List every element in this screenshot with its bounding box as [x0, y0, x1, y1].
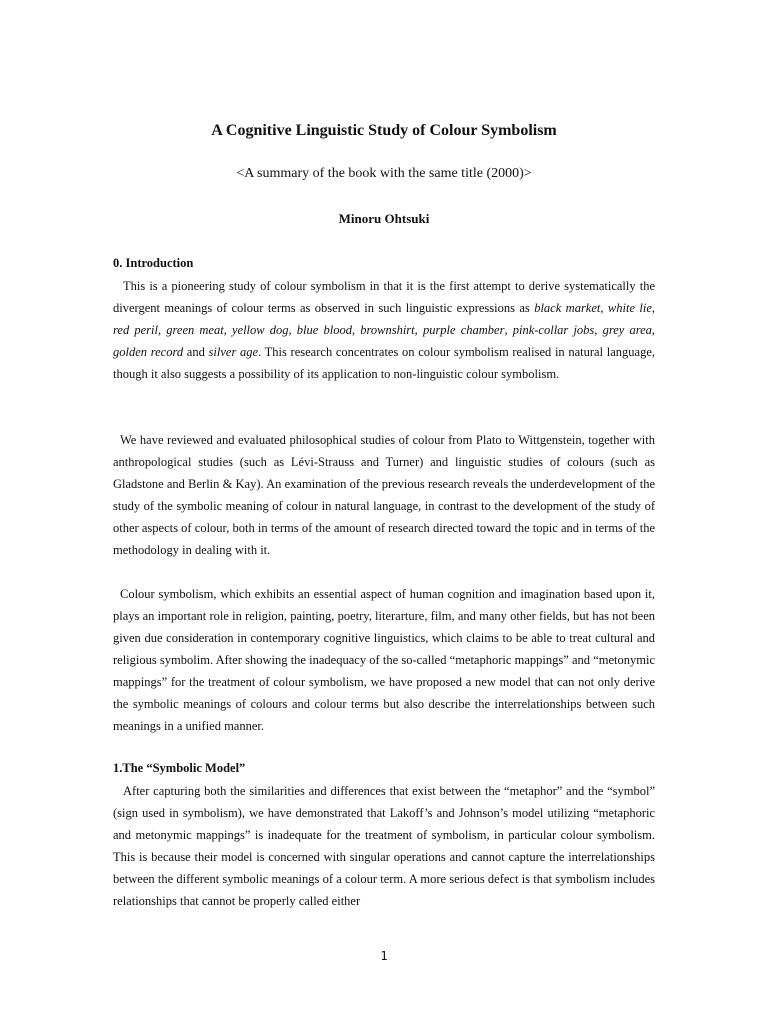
term-separator: , [651, 301, 656, 315]
intro-p1-tail: . This research concentrates on colour symbolism realised in natural language, though it also suggests a possibility of its application to non-linguistic colour symbolism. [113, 345, 655, 381]
term-separator: , [223, 323, 232, 337]
term-separator: , [504, 323, 513, 337]
section-heading-introduction: 0. Introduction [113, 256, 194, 270]
term-separator: , [288, 323, 297, 337]
term-separator: , [600, 301, 608, 315]
term-separator: , [157, 323, 167, 337]
term-separator: , [351, 323, 361, 337]
colour-term: pink-collar jobs [512, 323, 595, 337]
colour-term: red peril [113, 323, 158, 337]
colour-term: grey area [602, 323, 652, 337]
colour-term: blue blood [296, 323, 352, 337]
intro-p1-lead: This is a pioneering study of colour symbolism in that it is the first attempt to derive systematically the divergent meanings of colour terms as observed in such linguistic expressions as [113, 279, 655, 315]
page-number: 1 [380, 949, 388, 963]
colour-term: golden record [113, 345, 184, 359]
term-separator: , [651, 323, 656, 337]
term-separator: , [594, 323, 603, 337]
colour-term: brownshirt [360, 323, 415, 337]
colour-term: green meat [166, 323, 224, 337]
document-title: A Cognitive Linguistic Study of Colour Symbolism [211, 122, 557, 139]
intro-paragraph-2: We have reviewed and evaluated philosophical studies of colour from Plato to Wittgenstein, together with anthropological studies (such as Lévi-Strauss and Turner) and linguistic studies of colours (such as Gladstone and Berlin & Kay). An examination of the previous research reveals the underdevelopment of the study of the symbolic meaning of colour in natural language, in contrast to the development of the study of other aspects of colour, both in terms of the amount of research directed toward the topic and in terms of the methodology in dealing with it. [113, 433, 655, 557]
author-name: Minoru Ohtsuki [338, 211, 430, 226]
colour-term: silver age [208, 345, 259, 359]
term-separator: , [414, 323, 423, 337]
colour-term: yellow dog [231, 323, 289, 337]
symbolic-model-paragraph-1: After capturing both the similarities and differences that exist between the “metaphor” and the “symbol” (sign used in symbolism), we have demonstrated that Lakoff’s and Johnson’s model utilizing “metaphoric and metonymic mappings” is inadequate for the treatment of symbolism, in particular colour symbolism. This is because their model is concerned with singular operations and cannot capture the interrelationships between the different symbolic meanings of a colour term. A more serious defect is that symbolism includes relationships that cannot be properly called either [113, 784, 655, 908]
intro-paragraph-3: Colour symbolism, which exhibits an essential aspect of human cognition and imagination based upon it, plays an important role in religion, painting, poetry, literarture, film, and many other fields, but has not been given due consideration in contemporary cognitive linguistics, which claims to be able to treat cultural and religious symbolim. After showing the inadequacy of the so-called “metaphoric mappings” and “metonymic mappings” for the treatment of colour symbolism, we have proposed a new model that can not only derive the symbolic meanings of colours and colour terms but also describe the interrelationships between such meanings in a unified manner. [113, 587, 655, 733]
colour-term: purple chamber [422, 323, 505, 337]
document-subtitle: <A summary of the book with the same title (2000)> [236, 166, 532, 181]
colour-term: white lie [607, 301, 652, 315]
section-heading-symbolic-model: 1.The “Symbolic Model” [113, 761, 246, 775]
term-separator: and [183, 345, 209, 359]
intro-paragraph-1 [113, 275, 655, 385]
colour-term: black market [534, 301, 601, 315]
